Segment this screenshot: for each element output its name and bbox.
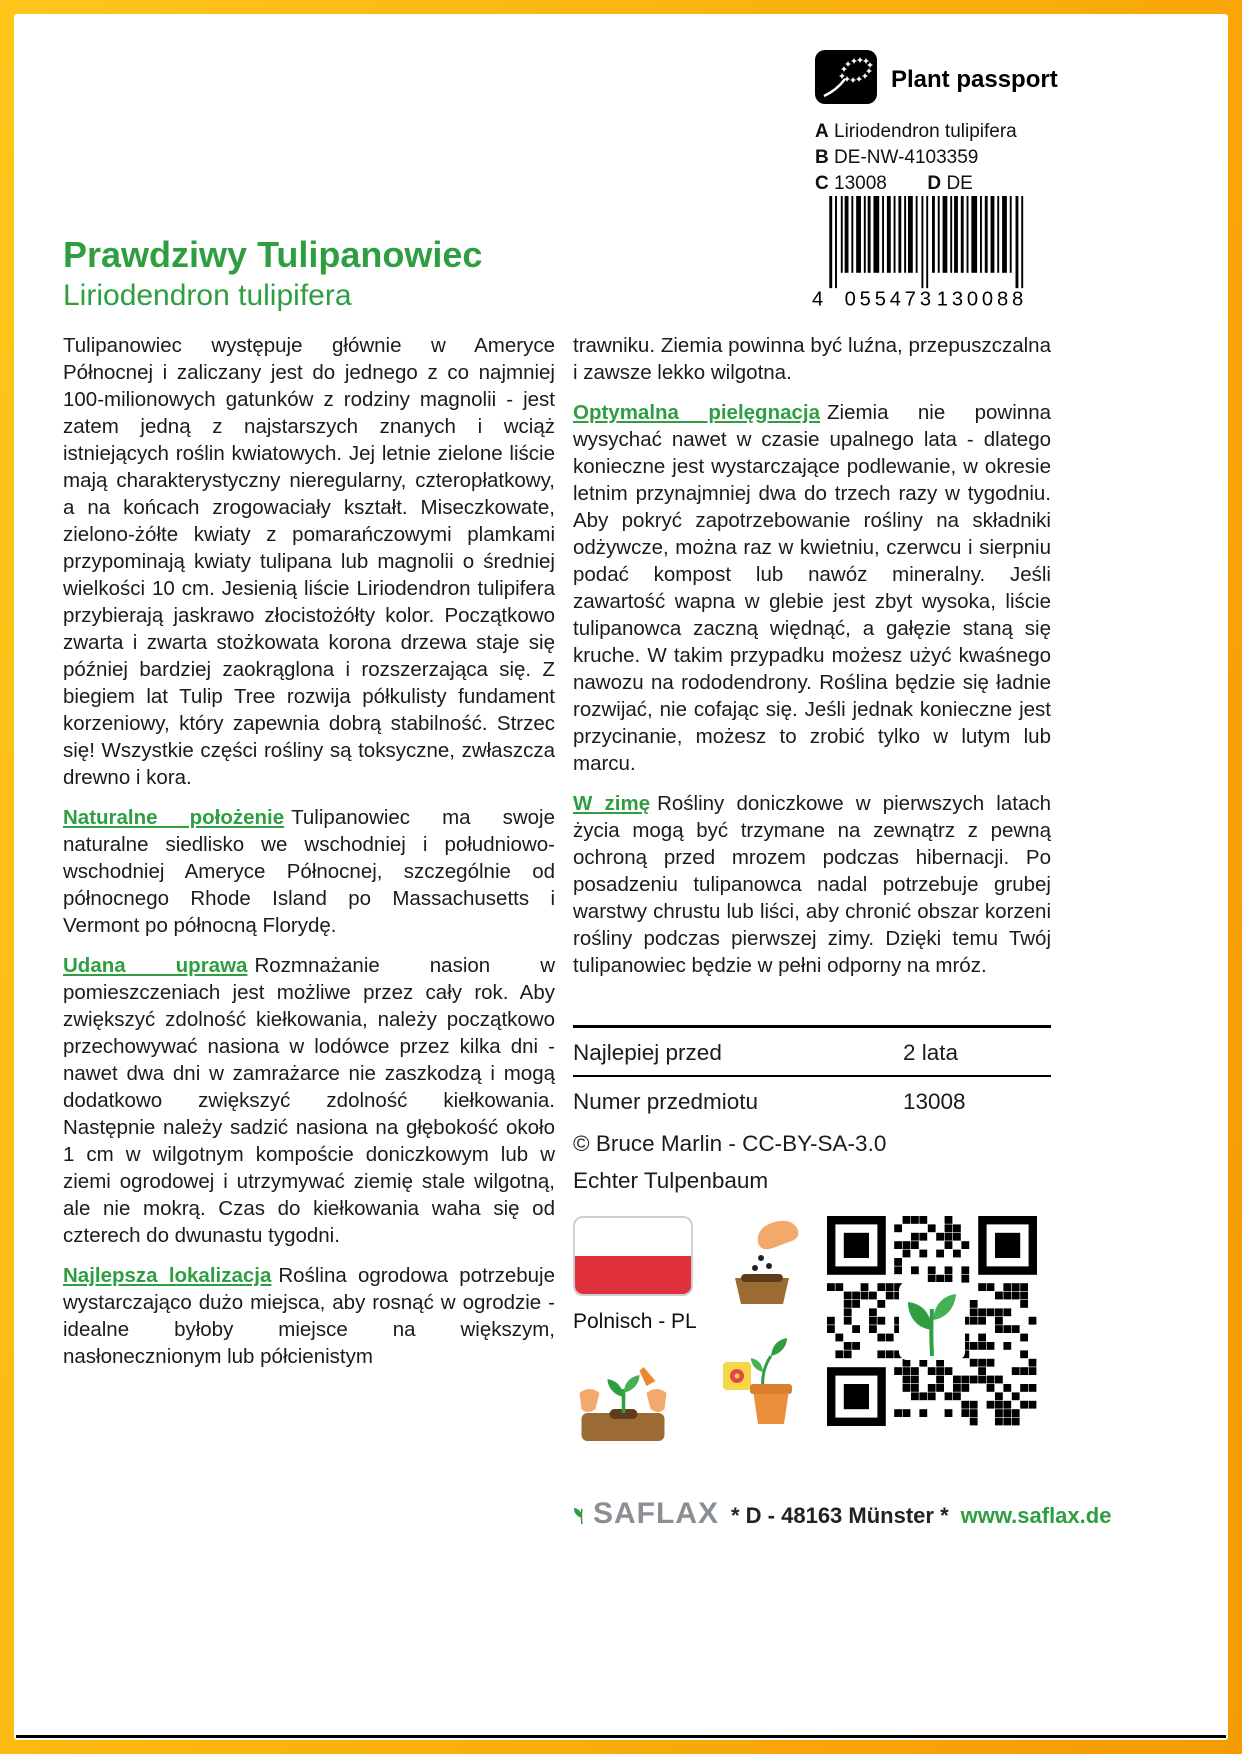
left-column (63, 332, 555, 1383)
potted-plant-icon (717, 1332, 807, 1439)
detail-label: Najlepiej przed (573, 1040, 722, 1065)
passport-label-d: D (927, 173, 942, 194)
section-text: Ziemia nie powinna wysychać nawet w czasie upalnego lata - dlatego konieczne jest wystarczające podlewanie, w okresie letnim przynajmniej dwa do trzech razy w tygodniu. Aby pokryć zapotrzebowanie rośliny na składniki odżywcze, można raz w kwietniu, czerwcu i sierpniu podać kompost lub nawóz mineralny. Jeśli zawartość wapna w glebie jest zbyt wysoka, liście tulipanowca zaczną więdnąć, a gałęzie staną się kruche. W takim przypadku możesz użyć kwaśnego nawozu na rododendrony. Roślina będzie się ładnie rozwijać, nie cofając się. Jeśli jednak konieczne jest przycinanie, możesz to zrobić tylko w lutym lub marcu. (573, 401, 1051, 775)
latin-name: Liriodendron tulipifera (63, 279, 352, 313)
passport-value-b: DE-NW-4103359 (834, 147, 979, 168)
passport-value-d: DE (946, 173, 973, 194)
passport-row-a (815, 119, 1195, 145)
qr-code (827, 1216, 1037, 1426)
photo-credit: © Bruce Marlin - CC-BY-SA-3.0 (573, 1131, 887, 1156)
ean-barcode (812, 196, 1052, 314)
barcode-digit-system: 4 (812, 288, 828, 310)
section-in-winter (573, 790, 1051, 979)
bottom-rule (16, 1735, 1226, 1738)
section-best-location (63, 1262, 555, 1370)
flag-red-stripe (575, 1256, 691, 1294)
barcode-digits-left: 055473 (844, 288, 935, 310)
address-text: * D - 48163 Münster * (731, 1503, 949, 1528)
intro-paragraph: Tulipanowiec występuje głównie w Ameryce Północnej i zaliczany jest do jednego z co najmniej 100-milionowych gatunków z rodziny magnolii - jest zatem jedną z najstarszych znanych i wciąż istniejących roślin kwiatowych. Jej letnie zielone liście mają charakterystyczny nieregularny, czteropłatkowy, a na końcach zrogowaciały kształt. Miseczkowate, zielono-żółte kwiaty z pomarańczowymi plamkami przypominają kwiaty tulipana lub magnolii o średniej wielkości 10 cm. Jesienią liście Liriodendron tulipifera przybierają jaskrawo złocistożółty kolor. Początkowo zwarta i zwarta stożkowata korona drzewa staje się później bardziej zaokrąglona i rozszerzająca się. Z biegiem lat Tulip Tree rozwija półkulisty fundament korzeniowy, który zapewnia dobrą stabilność. Strzec się! Wszystkie części rośliny są toksyczne, zwłaszcza drewno i kora. (63, 334, 555, 789)
section-heading: Najlepsza lokalizacja (63, 1264, 272, 1287)
detail-label: Numer przedmiotu (573, 1089, 759, 1114)
plant-passport (815, 50, 1195, 197)
brand-name: SAFLAX (593, 1497, 719, 1530)
passport-row-b (815, 145, 1195, 171)
poland-flag-icon (573, 1216, 693, 1296)
language-label: Polnisch - PL (573, 1310, 697, 1333)
icons-area (573, 1216, 1051, 1456)
german-name: Echter Tulpenbaum (573, 1168, 769, 1193)
eu-plant-passport-leaf-icon (815, 50, 877, 109)
section-natural-location (63, 804, 555, 939)
table-row (573, 1077, 1051, 1124)
passport-label-b: B (815, 147, 829, 168)
leaf-icon (573, 1507, 591, 1525)
table-row (573, 1028, 1051, 1077)
section-optimal-care (573, 399, 1051, 777)
flag-white-stripe (575, 1218, 691, 1256)
section-heading: W zimę (573, 792, 651, 815)
section-text: Rozmnażanie nasion w pomieszczeniach jest możliwe przez cały rok. Aby zwiększyć zdolność kiełkowania, należy początkowo przechowywać nasiona w lodówce przez kilka dni - nawet dwa dni w zamrażarce nie zaszkodzą i mogą dodatkowo zwiększyć zdolność kiełkowania. Następnie należy sadzić nasiona na głębokość około 1 cm w wilgotnym kompoście doniczkowym lub w ziemi ogrodowej i utrzymywać ziemię stale wilgotną, ale nie mokrą. Czas do kiełkowania waha się od czterech do dwunastu tygodni. (63, 954, 555, 1247)
sowing-column (717, 1216, 807, 1439)
passport-label-a: A (815, 121, 829, 142)
barcode-digits-right: 130088 (936, 288, 1028, 310)
section-heading: Naturalne położenie (63, 806, 285, 829)
passport-value-c: 13008 (834, 173, 887, 194)
section-text: Roślina ogrodowa potrzebuje wystarczająco dużo miejsca, aby rosnąć w ogrodzie - idealne byłoby miejsce na większym, nasłonecznionym lub półcienistym (63, 1264, 555, 1368)
header (63, 234, 482, 313)
saflax-logo (573, 1497, 719, 1530)
passport-row-cd (815, 171, 1195, 197)
plant-passport-header (815, 50, 1195, 109)
section-text: Rośliny doniczkowe w pierwszych latach życia mogą być trzymane na zewnątrz z pewną ochroną przed mrozem podczas hibernacji. Po posadzeniu tulipanowca nadal potrzebuje grubej warstwy chrustu lub liści, aby chronić obszar korzeni rośliny podczas pierwszej zimy. Dzięki temu Twój tulipanowiec będzie w pełni odporny na mróz. (573, 792, 1051, 977)
page-title: Prawdziwy Tulipanowiec (63, 234, 483, 275)
detail-value: 13008 (903, 1089, 966, 1114)
right-column (573, 332, 1112, 1530)
passport-label-c: C (815, 173, 829, 194)
passport-value-a: Liriodendron tulipifera (834, 121, 1017, 142)
continuation-paragraph: trawniku. Ziemia powinna być luźna, przepuszczalna i zawsze lekko wilgotna. (573, 334, 1051, 384)
language-column (573, 1216, 697, 1456)
footer (573, 1497, 1112, 1530)
section-successful-cultivation (63, 952, 555, 1249)
plant-passport-title: Plant passport (891, 65, 1058, 93)
website-link: www.saflax.de (960, 1503, 1112, 1528)
section-heading: Udana uprawa (63, 954, 248, 977)
section-text: Tulipanowiec ma swoje naturalne siedlisko we wschodniej i południowo-wschodniej Ameryce Północnej, szczególnie od północnego Rhode Island po Massachusetts i Vermont po północną Florydę. (63, 806, 556, 937)
detail-value: 2 lata (903, 1040, 959, 1065)
product-details-table (573, 1025, 1051, 1194)
seed-sowing-icon (717, 1216, 807, 1318)
planting-hands-icon (573, 1349, 673, 1456)
section-heading: Optymalna pielęgnacja (573, 401, 820, 424)
